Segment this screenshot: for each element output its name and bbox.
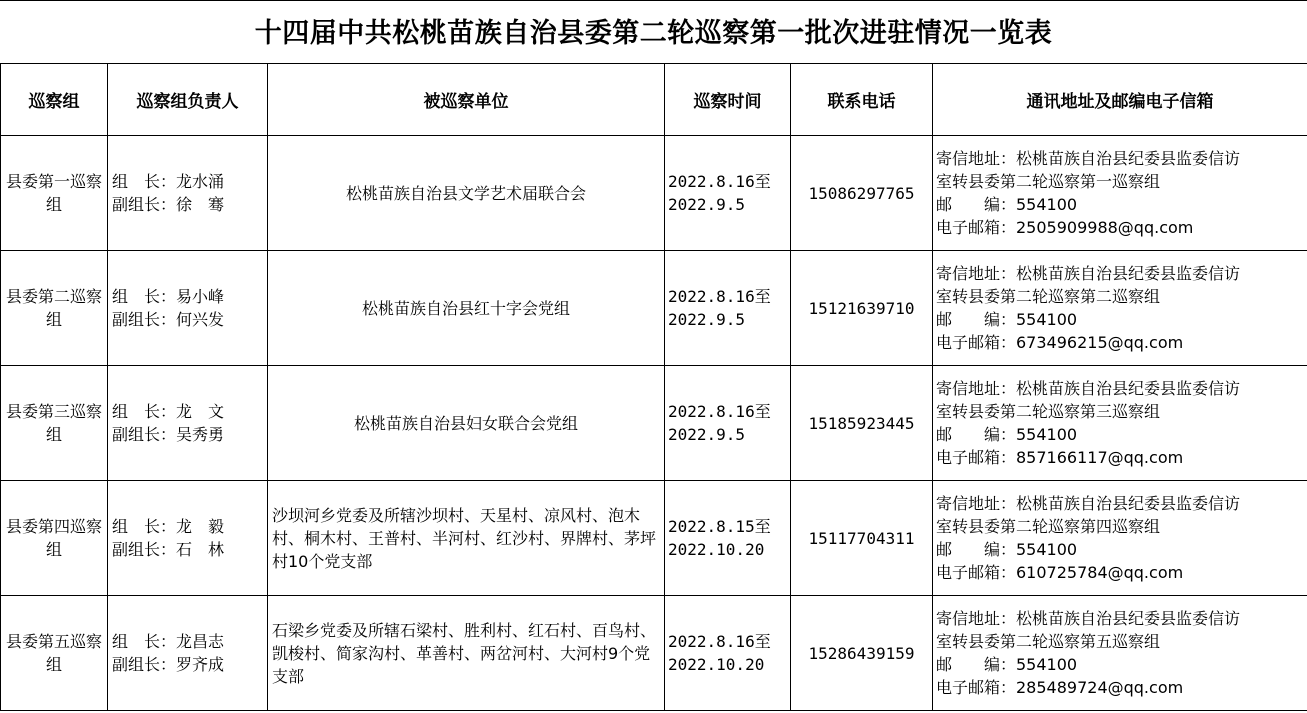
time-end: 2022.10.20 bbox=[668, 655, 765, 674]
cell-group[interactable]: 县委第四巡察组 bbox=[1, 481, 108, 596]
time-start: 2022.8.16至 bbox=[668, 402, 771, 421]
col-header-unit[interactable]: 被巡察单位 bbox=[268, 64, 665, 136]
email-line: 电子邮箱：285489724@qq.com bbox=[936, 678, 1184, 697]
leader-name: 组 长：龙 文 bbox=[112, 402, 225, 421]
cell-address[interactable] bbox=[933, 251, 1307, 366]
cell-group[interactable]: 县委第一巡察组 bbox=[1, 136, 108, 251]
time-end: 2022.9.5 bbox=[668, 310, 746, 329]
cell-phone[interactable]: 15086297765 bbox=[791, 136, 933, 251]
cell-phone[interactable]: 15121639710 bbox=[791, 251, 933, 366]
cell-leader[interactable] bbox=[108, 366, 268, 481]
col-header-phone[interactable]: 联系电话 bbox=[791, 64, 933, 136]
address-line: 室转县委第二轮巡察第三巡察组 bbox=[936, 402, 1161, 421]
cell-group[interactable]: 县委第二巡察组 bbox=[1, 251, 108, 366]
inspection-table bbox=[0, 63, 1307, 711]
col-header-leader[interactable]: 巡察组负责人 bbox=[108, 64, 268, 136]
cell-phone[interactable]: 15117704311 bbox=[791, 481, 933, 596]
cell-address[interactable] bbox=[933, 366, 1307, 481]
cell-unit[interactable]: 沙坝河乡党委及所辖沙坝村、天星村、凉风村、泡木村、桐木村、王普村、半河村、红沙村、界牌村、茅坪村10个党支部 bbox=[268, 481, 665, 596]
cell-leader[interactable] bbox=[108, 136, 268, 251]
time-start: 2022.8.15至 bbox=[668, 517, 771, 536]
table-row bbox=[1, 251, 1307, 366]
cell-group[interactable]: 县委第三巡察组 bbox=[1, 366, 108, 481]
col-header-group[interactable]: 巡察组 bbox=[1, 64, 108, 136]
email-line: 电子邮箱：673496215@qq.com bbox=[936, 333, 1184, 352]
postcode-line: 邮 编：554100 bbox=[936, 540, 1078, 559]
cell-time[interactable] bbox=[665, 481, 791, 596]
leader-name: 组 长：龙 毅 bbox=[112, 517, 225, 536]
col-header-time[interactable]: 巡察时间 bbox=[665, 64, 791, 136]
cell-time[interactable] bbox=[665, 596, 791, 711]
email-line: 电子邮箱：857166117@qq.com bbox=[936, 448, 1184, 467]
cell-address[interactable] bbox=[933, 596, 1307, 711]
address-line: 寄信地址：松桃苗族自治县纪委县监委信访 bbox=[936, 609, 1241, 628]
address-line: 室转县委第二轮巡察第一巡察组 bbox=[936, 172, 1161, 191]
address-line: 寄信地址：松桃苗族自治县纪委县监委信访 bbox=[936, 379, 1241, 398]
time-end: 2022.10.20 bbox=[668, 540, 765, 559]
table-row bbox=[1, 366, 1307, 481]
deputy-name: 副组长：石 林 bbox=[112, 540, 225, 559]
cell-unit[interactable]: 石梁乡党委及所辖石梁村、胜利村、红石村、百鸟村、凯梭村、简家沟村、革善村、两岔河村、大河村9个党支部 bbox=[268, 596, 665, 711]
postcode-line: 邮 编：554100 bbox=[936, 655, 1078, 674]
time-end: 2022.9.5 bbox=[668, 195, 746, 214]
cell-address[interactable] bbox=[933, 481, 1307, 596]
deputy-name: 副组长：何兴发 bbox=[112, 310, 225, 329]
address-line: 寄信地址：松桃苗族自治县纪委县监委信访 bbox=[936, 149, 1241, 168]
postcode-line: 邮 编：554100 bbox=[936, 195, 1078, 214]
postcode-line: 邮 编：554100 bbox=[936, 425, 1078, 444]
address-line: 寄信地址：松桃苗族自治县纪委县监委信访 bbox=[936, 264, 1241, 283]
cell-time[interactable] bbox=[665, 251, 791, 366]
deputy-name: 副组长：吴秀勇 bbox=[112, 425, 225, 444]
postcode-line: 邮 编：554100 bbox=[936, 310, 1078, 329]
cell-group[interactable]: 县委第五巡察组 bbox=[1, 596, 108, 711]
table-row bbox=[1, 136, 1307, 251]
email-line: 电子邮箱：2505909988@qq.com bbox=[936, 218, 1194, 237]
cell-phone[interactable]: 15185923445 bbox=[791, 366, 933, 481]
cell-unit[interactable]: 松桃苗族自治县红十字会党组 bbox=[268, 251, 665, 366]
leader-name: 组 长：龙水涌 bbox=[112, 172, 225, 191]
address-line: 室转县委第二轮巡察第二巡察组 bbox=[936, 287, 1161, 306]
col-header-address[interactable]: 通讯地址及邮编电子信箱 bbox=[933, 64, 1307, 136]
table-row bbox=[1, 596, 1307, 711]
email-line: 电子邮箱：610725784@qq.com bbox=[936, 563, 1184, 582]
table-row bbox=[1, 481, 1307, 596]
address-line: 室转县委第二轮巡察第四巡察组 bbox=[936, 517, 1161, 536]
leader-name: 组 长：龙昌志 bbox=[112, 632, 225, 651]
cell-address[interactable] bbox=[933, 136, 1307, 251]
time-end: 2022.9.5 bbox=[668, 425, 746, 444]
address-line: 寄信地址：松桃苗族自治县纪委县监委信访 bbox=[936, 494, 1241, 513]
cell-time[interactable] bbox=[665, 136, 791, 251]
time-start: 2022.8.16至 bbox=[668, 287, 771, 306]
leader-name: 组 长：易小峰 bbox=[112, 287, 225, 306]
header-row bbox=[1, 64, 1307, 136]
cell-time[interactable] bbox=[665, 366, 791, 481]
address-line: 室转县委第二轮巡察第五巡察组 bbox=[936, 632, 1161, 651]
cell-phone[interactable]: 15286439159 bbox=[791, 596, 933, 711]
time-start: 2022.8.16至 bbox=[668, 632, 771, 651]
cell-leader[interactable] bbox=[108, 481, 268, 596]
cell-unit[interactable]: 松桃苗族自治县文学艺术届联合会 bbox=[268, 136, 665, 251]
cell-unit[interactable]: 松桃苗族自治县妇女联合会党组 bbox=[268, 366, 665, 481]
time-start: 2022.8.16至 bbox=[668, 172, 771, 191]
cell-leader[interactable] bbox=[108, 251, 268, 366]
deputy-name: 副组长：罗齐成 bbox=[112, 655, 225, 674]
sheet-title: 十四届中共松桃苗族自治县委第二轮巡察第一批次进驻情况一览表 bbox=[0, 0, 1307, 63]
cell-leader[interactable] bbox=[108, 596, 268, 711]
deputy-name: 副组长：徐 骞 bbox=[112, 195, 225, 214]
